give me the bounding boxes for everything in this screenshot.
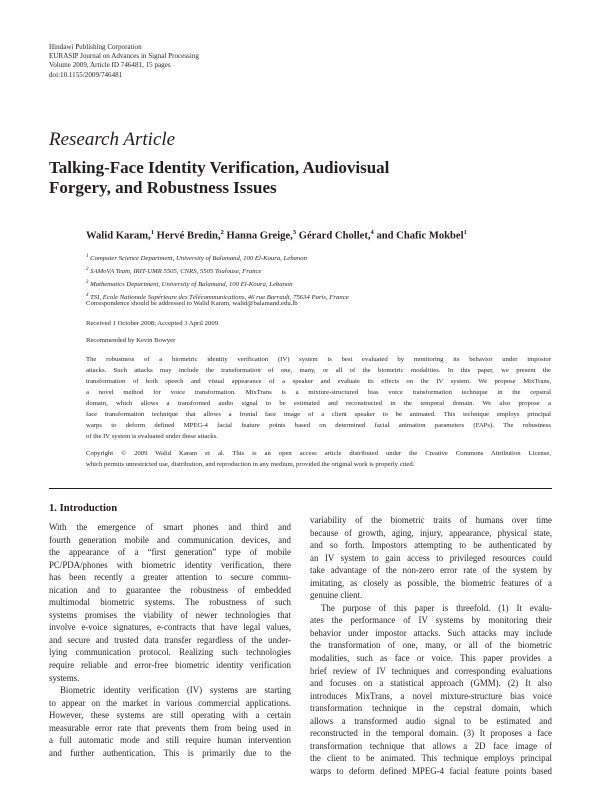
- abstract-line: transformation of both speech and visual appearance of a speaker and evaluate its effects on the IV system. We propose MixTrans,: [86, 378, 551, 386]
- abstract-line: attacks. Such attacks may include the transformation of one, many, or all of the biometric modalities. In this paper, we present the: [86, 367, 551, 375]
- body-line: warps to deform defined MPEG-4 facial feature points based: [310, 765, 552, 776]
- received-dates: Received 1 October 2008; Accepted 3 April 2009: [86, 320, 219, 327]
- author-affil-marker: 2: [220, 229, 224, 236]
- affiliation: [86, 265, 349, 278]
- body-line: require reliable and error-free biometric identity verification: [49, 660, 291, 671]
- body-line: the appearance of a “first generation” type of mobile: [49, 547, 291, 558]
- affiliation-marker: 1: [86, 254, 89, 259]
- correspondence: Correspondence should be addressed to Walid Karam, walid@balamand.edu.lb: [86, 300, 298, 307]
- section-divider: [49, 488, 552, 489]
- body-line: and focuses on a statistical approach (GMM). (2) It also: [310, 678, 552, 689]
- author-name: Walid Karam,: [86, 230, 151, 242]
- body-line: transformation technique that allows a 2D face image of: [310, 740, 552, 751]
- body-line: However, these systems are still operating with a certain: [49, 710, 291, 721]
- affiliation-marker: 3: [86, 279, 89, 285]
- body-line: reconstructed in the temporal domain. (3) It proposes a face: [310, 728, 552, 739]
- doi[interactable]: doi:10.1155/2009/746481: [49, 70, 123, 79]
- affiliation-list: [86, 252, 349, 304]
- body-line: lying communication protocol. Realizing such technologies: [49, 647, 291, 658]
- left-column: [49, 521, 291, 759]
- body-line: systems.: [49, 672, 80, 683]
- body-line: The purpose of this paper is threefold. (1) It evalu-: [321, 602, 552, 613]
- body-line: variability of the biometric traits of humans over time: [310, 515, 552, 525]
- author-name: Gérard Chollet,: [298, 230, 371, 242]
- affiliation: [86, 252, 349, 265]
- author-name: Hanna Greige,: [226, 230, 293, 242]
- affiliation-text: TSI, Ecole Nationale Supérieure des Télécommunications, 46 rue Barrault, 75634 Paris, France: [90, 294, 349, 302]
- body-line: nication and to guarantee the robustness of embedded: [49, 584, 291, 595]
- body-line: a full automatic mode and still require human intervention: [49, 735, 291, 746]
- abstract-line: warps to deform defined MPEG-4 facial feature points based on determined facial animation parameters (FAPs). The robustness: [86, 422, 551, 430]
- body-line: genuine client.: [310, 590, 363, 601]
- copyright-notice: [86, 448, 551, 470]
- right-column: [310, 514, 552, 777]
- abstract-line: domain, which allows a transformed audio signal to be estimated and reconstructed in the temporal domain. We also propose a: [86, 400, 551, 408]
- affiliation-text: Computer Science Department, University of Balamand, 100 El-Koura, Lebanon: [90, 255, 307, 263]
- article-title: [49, 158, 529, 197]
- body-line: multimodal biometric systems. The robustness of such: [49, 597, 291, 608]
- body-line: modalities, such as face or voice. This paper provides a: [310, 653, 552, 664]
- body-line: because of growth, aging, injury, appearance, physical state,: [310, 527, 552, 538]
- body-line: an IV system to gain access to privileged resources could: [310, 552, 552, 563]
- body-line: behavior under impostor attacks. Such attacks may include: [310, 627, 552, 638]
- author-affil-marker: 3: [292, 229, 297, 236]
- publisher-name: Hindawi Publishing Corporation: [49, 43, 142, 51]
- article-type: Research Article: [49, 129, 176, 150]
- body-line: fourth generation mobile and communication devices, and: [49, 534, 291, 545]
- abstract-line: of the IV system is evaluated under these attacks.: [86, 433, 218, 441]
- body-line: to appear on the market in various commercial applications.: [49, 697, 291, 708]
- body-line: has been recently a greater attention to secure commu-: [49, 572, 291, 583]
- author-name: Hervé Bredin,: [156, 230, 221, 242]
- body-line: imitating, as closely as possible, the biometric features of a: [310, 577, 552, 588]
- affiliation-text: Mathematics Department, University of Balamand, 100 El-Koura, Lebanon: [90, 281, 293, 289]
- abstract-line: The robustness of a biometric identity verification (IV) system is best evaluated by monitoring its behavior under impostor: [86, 356, 551, 363]
- body-line: Biometric identity verification (IV) systems are starting: [60, 685, 291, 696]
- title-line: Forgery, and Robustness Issues: [49, 177, 277, 197]
- abstract: [86, 354, 551, 442]
- affiliation-marker: 4: [86, 292, 89, 298]
- recommended-by: Recommended by Kevin Bowyer: [86, 337, 176, 344]
- volume-info: Volume 2009, Article ID 746481, 15 pages: [49, 61, 171, 70]
- body-line: involve e-voice signatures, e-contracts that have legal values,: [49, 622, 291, 633]
- body-line: and further authentication. This is primarily due to the: [49, 747, 291, 758]
- body-line: the transformation of one, many, or all of the biometric: [310, 640, 552, 651]
- body-line: systems promises the viability of newer technologies that: [49, 609, 291, 620]
- author-name: and Chafic Mokbel: [376, 230, 464, 242]
- body-line: With the emergence of smart phones and third and: [49, 522, 291, 532]
- author-list: [86, 229, 467, 242]
- body-line: measurable error rate that prevents them from being used in: [49, 722, 291, 733]
- body-line: PC/PDA/phones with biometric identity verification, there: [49, 559, 291, 570]
- section-heading: 1. Introduction: [49, 503, 118, 514]
- body-line: and secure and trusted data transfer regardless of the under-: [49, 634, 291, 645]
- body-line: allows a transformed audio signal to be estimated and: [310, 715, 552, 726]
- body-line: and so forth. Impostors attempting to be authenticated by: [310, 540, 552, 551]
- author-affil-marker: 1: [463, 229, 467, 236]
- body-line: transformation technique in the cepstral domain, which: [310, 703, 552, 714]
- affiliation-text: SAMoVA Team, IRIT-UMR 5505, CNRS, 5505 Toulouse, France: [90, 268, 262, 276]
- body-line: take advantage of the non-zero error rate of the system by: [310, 565, 552, 576]
- copyright-line: which permits unrestricted use, distribution, and reproduction in any medium, provided the original work is properly cited.: [86, 461, 415, 469]
- journal-name: EURASIP Journal on Advances in Signal Processing: [49, 52, 199, 61]
- abstract-line: a novel method for voice transformation. MixTrans is a mixture-structured bias voice transformation technique in the cepstral: [86, 389, 551, 397]
- publication-info: [49, 43, 199, 80]
- copyright-line: Copyright © 2009 Walid Karam et al. This is an open access article distributed under the Creative Commons Attribution License,: [86, 450, 551, 457]
- body-line: introduces MixTrans, a novel mixture-structure bias voice: [310, 690, 552, 701]
- author-affil-marker: 4: [370, 229, 374, 236]
- affiliation: [86, 278, 349, 291]
- abstract-line: face transformation technique that allows a frontal face image of a client speaker to be animated. This technique employs principal: [86, 411, 551, 419]
- body-line: brief review of IV techniques and corresponding evaluations: [310, 665, 552, 676]
- affiliation-marker: 2: [86, 266, 89, 272]
- body-line: ates the performance of IV systems by monitoring their: [310, 615, 552, 626]
- body-line: the client to be animated. This technique employs principal: [310, 753, 552, 764]
- author-affil-marker: 1: [150, 229, 154, 236]
- title-line: Talking-Face Identity Verification, Audiovisual: [49, 158, 390, 177]
